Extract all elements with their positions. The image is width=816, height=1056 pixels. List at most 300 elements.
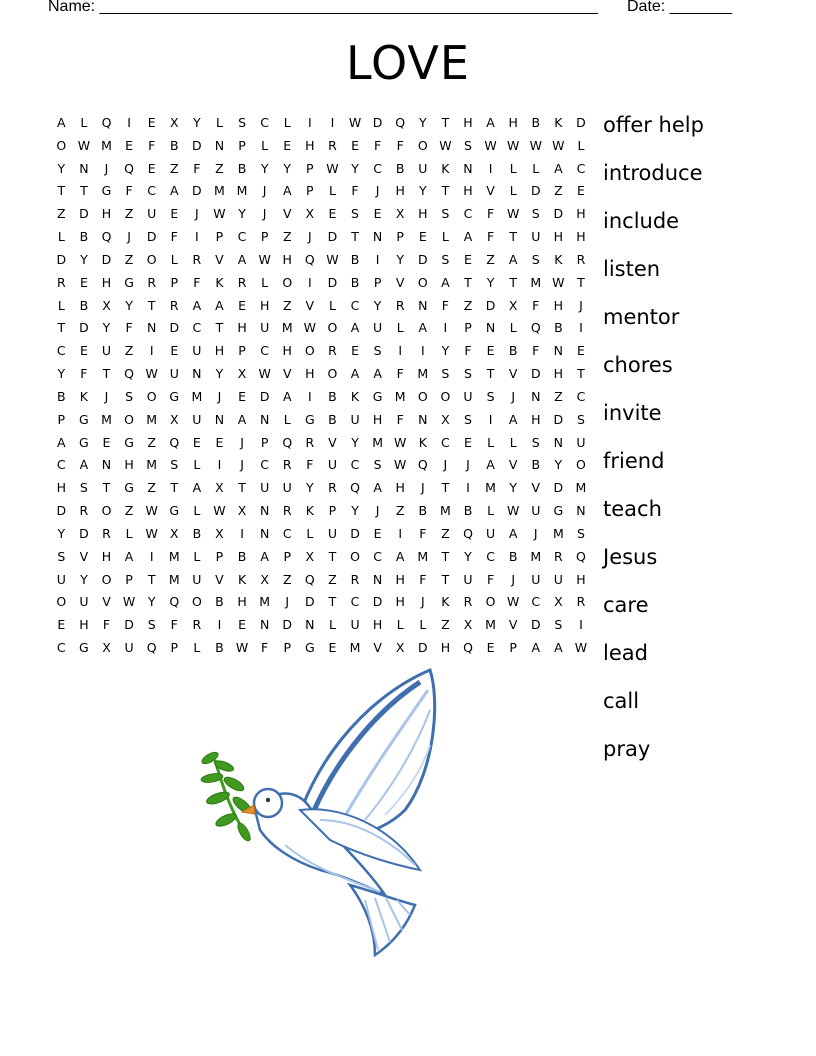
grid-letter: L (509, 320, 517, 336)
grid-letter: O (327, 320, 338, 336)
grid-letter: B (395, 160, 405, 176)
grid-letter: F (125, 183, 133, 199)
grid-letter: Y (351, 503, 359, 519)
grid-letter: B (237, 160, 247, 176)
grid-letter: D (553, 480, 564, 496)
grid-letter: U (553, 571, 563, 587)
grid-letter: G (372, 388, 383, 404)
grid-letter: U (260, 480, 270, 496)
grid-letter: G (553, 503, 564, 519)
grid-letter: J (420, 594, 425, 610)
grid-letter: T (57, 183, 66, 199)
grid-letter: Y (238, 206, 246, 222)
grid-letter: A (237, 251, 247, 267)
word-list-item: offer help (603, 113, 704, 137)
grid-letter: W (394, 434, 407, 450)
grid-letter: G (79, 640, 89, 656)
grid-letter: C (576, 388, 586, 404)
grid-letter: Z (147, 434, 156, 450)
grid-letter: O (304, 343, 315, 359)
grid-letter: A (486, 457, 495, 473)
grid-letter: M (236, 183, 248, 199)
grid-letter: D (79, 320, 89, 336)
grid-letter: B (237, 548, 247, 564)
grid-letter: S (464, 137, 472, 153)
grid-letter: K (237, 571, 247, 587)
grid-letter: A (418, 320, 428, 336)
grid-letter: W (552, 137, 565, 153)
page-title: LOVE (346, 36, 470, 90)
grid-letter: E (57, 617, 66, 633)
grid-letter: P (238, 343, 246, 359)
grid-letter: W (258, 251, 271, 267)
grid-letter: T (486, 366, 495, 382)
grid-letter: N (305, 617, 315, 633)
grid-letter: S (531, 434, 540, 450)
grid-letter: C (350, 594, 360, 610)
grid-letter: T (441, 571, 450, 587)
grid-letter: J (262, 183, 267, 199)
grid-letter: R (576, 251, 586, 267)
grid-letter: A (531, 640, 541, 656)
word-list-item: introduce (603, 161, 703, 185)
grid-letter: D (101, 251, 112, 267)
grid-letter: U (531, 503, 541, 519)
grid-letter: E (147, 160, 156, 176)
grid-letter: L (328, 617, 336, 633)
grid-letter: I (420, 343, 425, 359)
grid-letter: V (305, 297, 315, 313)
grid-letter: W (77, 137, 91, 153)
grid-letter: H (440, 640, 451, 656)
grid-letter: R (79, 503, 89, 519)
grid-letter: Y (306, 480, 314, 496)
grid-letter: A (237, 411, 247, 427)
grid-letter: X (169, 525, 179, 541)
grid-letter: H (237, 320, 247, 336)
grid-letter: H (553, 229, 564, 245)
grid-letter: V (215, 251, 224, 267)
grid-letter: A (395, 548, 405, 564)
grid-letter: M (417, 366, 429, 382)
grid-letter: M (417, 548, 429, 564)
grid-letter: W (258, 366, 271, 382)
grid-letter: Q (463, 640, 473, 656)
grid-letter: Y (57, 525, 66, 541)
grid-letter: B (350, 251, 360, 267)
grid-letter: D (576, 115, 586, 130)
grid-letter: H (214, 343, 225, 359)
grid-letter: Q (530, 320, 541, 336)
grid-letter: A (508, 525, 518, 541)
word-list-item: listen (603, 257, 661, 281)
grid-letter: O (56, 594, 67, 610)
grid-letter: C (441, 434, 450, 450)
grid-letter: D (530, 183, 541, 199)
grid-letter: Y (57, 160, 66, 176)
grid-letter: S (531, 251, 540, 267)
grid-letter: B (215, 594, 224, 610)
grid-letter: U (350, 617, 360, 633)
grid-letter: R (102, 525, 111, 541)
grid-letter: T (441, 183, 450, 199)
grid-letter: Q (282, 434, 293, 450)
grid-letter: B (531, 457, 541, 473)
grid-letter: Q (304, 571, 315, 587)
grid-letter: D (485, 297, 496, 313)
grid-letter: H (372, 617, 383, 633)
grid-letter: A (79, 457, 89, 473)
grid-letter: N (101, 457, 112, 473)
grid-letter: N (79, 160, 89, 176)
grid-letter: L (328, 183, 336, 199)
grid-letter: H (531, 411, 541, 427)
grid-letter: I (330, 115, 335, 130)
grid-letter: P (170, 640, 179, 656)
grid-letter: H (305, 366, 315, 382)
grid-letter: Y (351, 160, 359, 176)
grid-letter: M (146, 411, 158, 427)
grid-letter: R (554, 548, 563, 564)
grid-letter: A (508, 251, 518, 267)
grid-letter: F (148, 137, 156, 153)
grid-letter: U (124, 640, 134, 656)
grid-letter: U (147, 206, 157, 222)
grid-letter: K (215, 274, 224, 290)
grid-letter: Y (260, 160, 269, 176)
grid-letter: A (57, 115, 66, 130)
grid-letter: A (192, 480, 202, 496)
grid-letter: Z (124, 343, 134, 359)
grid-letter: F (170, 617, 178, 633)
grid-letter: E (192, 434, 201, 450)
grid-letter: P (125, 571, 133, 587)
grid-letter: I (398, 343, 403, 359)
grid-letter: V (215, 571, 224, 587)
grid-letter: X (305, 206, 315, 222)
grid-letter: A (124, 548, 134, 564)
grid-letter: S (441, 251, 450, 267)
grid-letter: I (217, 457, 222, 473)
grid-letter: U (531, 229, 541, 245)
grid-letter: C (282, 525, 292, 541)
grid-letter: Y (147, 594, 156, 610)
grid-letter: M (372, 434, 383, 450)
grid-letter: O (146, 251, 157, 267)
grid-letter: O (485, 594, 496, 610)
grid-letter: R (328, 480, 337, 496)
grid-letter: A (373, 366, 382, 382)
grid-letter: M (214, 183, 225, 199)
grid-letter: W (326, 251, 339, 267)
grid-letter: Q (124, 366, 134, 382)
grid-letter: J (104, 160, 109, 176)
grid-letter: U (192, 411, 202, 427)
grid-letter: L (283, 115, 291, 130)
grid-letter: Z (328, 571, 337, 587)
grid-letter: S (351, 206, 359, 222)
grid-letter: Y (193, 115, 201, 130)
grid-letter: F (464, 343, 472, 359)
grid-letter: F (419, 571, 427, 587)
word-list-item: friend (603, 449, 665, 473)
grid-letter: D (350, 525, 360, 541)
grid-letter: A (463, 229, 473, 245)
grid-letter: S (79, 480, 88, 496)
grid-letter: Z (282, 229, 292, 245)
grid-letter: P (464, 320, 472, 336)
grid-letter: S (170, 457, 179, 473)
grid-letter: P (238, 137, 246, 153)
grid-letter: C (260, 343, 269, 359)
grid-letter: U (56, 571, 66, 587)
grid-letter: P (283, 640, 291, 656)
grid-letter: G (101, 183, 112, 199)
grid-letter: J (240, 457, 244, 473)
grid-letter: C (463, 206, 473, 222)
grid-letter: E (328, 640, 337, 656)
grid-letter: Y (215, 366, 224, 382)
grid-letter: H (553, 297, 564, 313)
grid-letter: A (350, 366, 360, 382)
grid-letter: Y (441, 343, 450, 359)
grid-letter: S (441, 366, 450, 382)
grid-letter: W (235, 640, 249, 656)
grid-letter: T (147, 297, 156, 313)
grid-letter: X (508, 297, 518, 313)
grid-letter: O (56, 137, 67, 153)
grid-letter: K (79, 388, 88, 404)
word-list-item: include (603, 209, 680, 233)
grid-letter: I (375, 251, 380, 267)
grid-letter: K (554, 115, 563, 130)
grid-letter: H (576, 229, 586, 245)
grid-letter: O (327, 366, 338, 382)
grid-letter: D (282, 617, 293, 633)
grid-letter: P (396, 229, 404, 245)
grid-letter: X (554, 594, 563, 610)
grid-letter: J (511, 571, 516, 587)
grid-letter: O (576, 457, 586, 473)
grid-letter: V (508, 366, 518, 382)
grid-letter: F (419, 525, 427, 541)
grid-letter: V (531, 480, 541, 496)
grid-letter: A (215, 297, 224, 313)
grid-letter: A (508, 411, 518, 427)
grid-letter: Y (486, 274, 495, 290)
olive-branch-icon (200, 750, 253, 843)
grid-letter: D (417, 640, 428, 656)
grid-letter: Z (147, 480, 156, 496)
grid-letter: I (307, 115, 312, 130)
grid-letter: Q (101, 229, 112, 245)
grid-letter: I (488, 411, 493, 427)
grid-letter: O (350, 548, 360, 564)
grid-letter: U (169, 366, 179, 382)
grid-letter: T (577, 366, 585, 382)
grid-letter: M (575, 480, 587, 496)
grid-letter: E (79, 343, 88, 359)
grid-letter: F (396, 366, 404, 382)
grid-letter: Z (463, 297, 473, 313)
grid-letter: D (124, 617, 134, 633)
grid-letter: F (486, 206, 495, 222)
grid-letter: U (350, 411, 360, 427)
grid-letter: I (466, 480, 470, 496)
grid-letter: R (192, 617, 202, 633)
grid-letter: A (282, 183, 292, 199)
grid-letter: Z (124, 503, 134, 519)
grid-letter: D (169, 320, 180, 336)
grid-letter: E (577, 343, 585, 359)
grid-letter: J (511, 388, 516, 404)
grid-letter: I (149, 548, 154, 564)
grid-letter: I (307, 274, 312, 290)
grid-letter: E (328, 206, 337, 222)
grid-letter: D (372, 594, 383, 610)
grid-letter: X (237, 503, 247, 519)
grid-letter: U (260, 320, 270, 336)
grid-letter: F (396, 411, 404, 427)
grid-letter: X (102, 640, 111, 656)
grid-letter: H (395, 594, 405, 610)
grid-letter: N (259, 503, 270, 519)
grid-letter: C (56, 457, 66, 473)
grid-letter: O (417, 137, 428, 153)
grid-letter: X (102, 297, 111, 313)
grid-letter: Y (80, 571, 88, 587)
grid-letter: J (420, 480, 425, 496)
grid-letter: Z (282, 297, 292, 313)
grid-letter: Y (464, 548, 472, 564)
grid-letter: T (328, 548, 337, 564)
grid-letter: O (282, 274, 293, 290)
grid-letter: Z (554, 183, 563, 199)
grid-letter: P (260, 229, 269, 245)
grid-letter: D (372, 115, 383, 130)
grid-letter: C (56, 640, 66, 656)
grid-letter: G (169, 388, 180, 404)
grid-letter: H (372, 411, 383, 427)
grid-letter: R (463, 594, 473, 610)
grid-letter: E (147, 115, 156, 130)
grid-letter: D (192, 137, 202, 153)
grid-letter: I (488, 160, 493, 176)
word-list-item: teach (603, 497, 662, 521)
grid-letter: L (57, 297, 65, 313)
grid-letter: H (101, 548, 112, 564)
grid-letter: Y (57, 366, 66, 382)
grid-letter: V (508, 457, 518, 473)
grid-letter: W (213, 503, 226, 519)
grid-letter: N (372, 229, 383, 245)
grid-letter: W (574, 640, 588, 656)
grid-letter: D (553, 411, 564, 427)
grid-letter: W (326, 160, 339, 176)
grid-letter: N (463, 160, 473, 176)
grid-letter: D (305, 594, 315, 610)
word-list-item: call (603, 689, 640, 713)
grid-letter: W (213, 206, 226, 222)
grid-letter: L (57, 229, 65, 245)
grid-letter: C (350, 297, 360, 313)
grid-letter: E (79, 274, 88, 290)
grid-letter: I (127, 115, 131, 130)
grid-letter: V (486, 183, 495, 199)
grid-letter: I (579, 320, 583, 336)
grid-letter: D (327, 274, 338, 290)
grid-letter: J (579, 297, 583, 313)
grid-letter: V (328, 434, 337, 450)
grid-letter: T (102, 480, 111, 496)
grid-letter: A (350, 320, 360, 336)
grid-letter: P (215, 229, 224, 245)
grid-letter: A (554, 640, 563, 656)
grid-letter: S (464, 411, 472, 427)
grid-letter: B (192, 525, 202, 541)
grid-letter: D (192, 183, 202, 199)
grid-letter: F (125, 320, 133, 336)
grid-letter: F (351, 183, 359, 199)
grid-letter: X (395, 206, 405, 222)
grid-letter: Q (101, 115, 112, 130)
grid-letter: J (240, 434, 244, 450)
word-list-item: chores (603, 353, 673, 377)
grid-letter: M (146, 457, 158, 473)
grid-letter: H (418, 206, 428, 222)
grid-letter: L (577, 137, 585, 153)
grid-letter: I (307, 388, 312, 404)
grid-letter: B (418, 503, 428, 519)
grid-letter: F (306, 457, 314, 473)
grid-letter: D (417, 251, 428, 267)
grid-letter: R (147, 274, 157, 290)
grid-letter: R (192, 251, 202, 267)
grid-letter: A (554, 160, 563, 176)
grid-letter: G (169, 503, 180, 519)
grid-letter: Y (373, 297, 382, 313)
grid-letter: U (327, 457, 337, 473)
grid-letter: O (191, 594, 202, 610)
grid-letter: N (214, 411, 225, 427)
grid-letter: Z (441, 617, 450, 633)
grid-letter: J (104, 388, 109, 404)
grid-letter: B (215, 640, 224, 656)
grid-letter: N (259, 617, 270, 633)
grid-letter: L (509, 160, 517, 176)
grid-letter: C (373, 160, 382, 176)
grid-letter: R (169, 297, 179, 313)
grid-letter: T (441, 480, 450, 496)
grid-letter: L (261, 274, 269, 290)
grid-letter: P (373, 274, 382, 290)
grid-letter: S (373, 343, 382, 359)
grid-letter: Q (463, 525, 473, 541)
grid-letter: J (262, 206, 267, 222)
grid-letter: Y (125, 297, 133, 313)
dove-with-olive-branch-icon (190, 660, 450, 960)
grid-letter: W (348, 115, 362, 130)
grid-letter: R (576, 594, 586, 610)
grid-letter: N (146, 320, 157, 336)
grid-letter: H (101, 274, 112, 290)
grid-letter: Z (554, 388, 563, 404)
grid-letter: E (170, 206, 179, 222)
grid-letter: C (350, 457, 360, 473)
grid-letter: L (509, 434, 517, 450)
grid-letter: H (463, 115, 473, 130)
grid-letter: X (305, 548, 315, 564)
